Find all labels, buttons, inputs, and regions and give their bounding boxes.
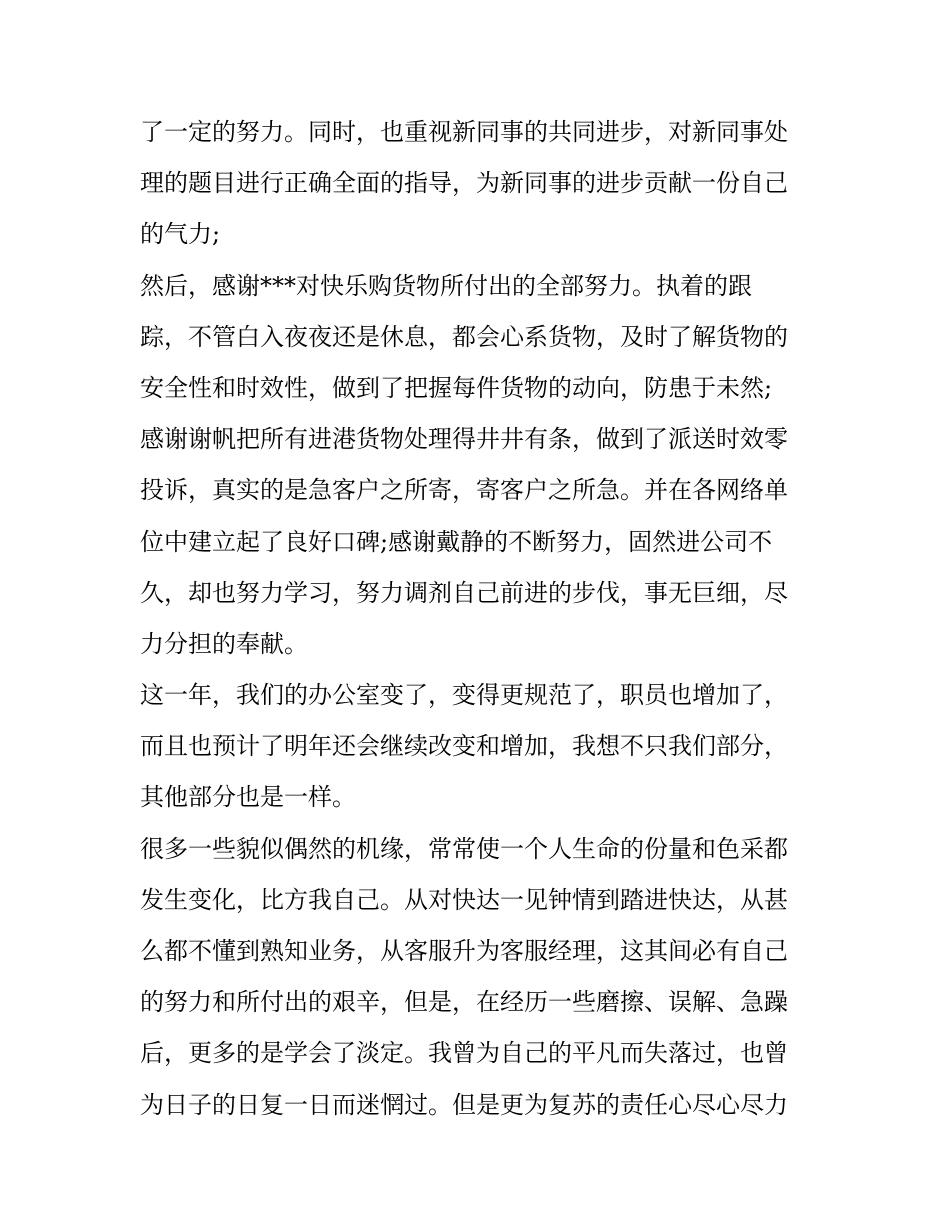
text-line: 投诉，真实的是急客户之所寄，寄客户之所急。并在各网络单	[140, 476, 788, 505]
text-line: 力分担的奉献。	[140, 629, 308, 658]
text-line: 踪，不管白入夜夜还是休息，都会心系货物，及时了解货物的	[140, 322, 788, 351]
text-line: 理的题目进行正确全面的指导，为新同事的进步贡献一份自己	[140, 169, 788, 198]
body-text	[140, 107, 830, 1131]
text-line: 位中建立起了良好口碑;感谢戴静的不断努力，固然进公司不	[140, 527, 773, 556]
text-line: 感谢谢帆把所有进港货物处理得井井有条，做到了派送时效零	[140, 425, 788, 454]
text-line: 这一年，我们的办公室变了，变得更规范了，职员也增加了，	[140, 681, 788, 710]
text-line: 安全性和时效性，做到了把握每件货物的动向，防患于未然;	[140, 373, 773, 402]
text-line: 了一定的努力。同时，也重视新同事的共同进步，对新同事处	[140, 118, 788, 146]
text-line: 的气力;	[140, 220, 221, 249]
text-line: 的努力和所付出的艰辛，但是，在经历一些磨擦、误解、急躁	[140, 988, 788, 1017]
text-line: 后，更多的是学会了淡定。我曾为自己的平凡而失落过，也曾	[140, 1039, 788, 1068]
text-line: 为日子的日复一日而迷惘过。但是更为复苏的责任心尽心尽力	[140, 1090, 788, 1119]
text-line: 发生变化，比方我自己。从对快达一见钟情到踏进快达，从甚	[140, 885, 788, 914]
text-line: 么都不懂到熟知业务，从客服升为客服经理，这其间必有自己	[140, 937, 788, 965]
text-line: 其他部分也是一样。	[140, 783, 356, 812]
text-line: 然后，感谢***对快乐购货物所付出的全部努力。执着的跟	[140, 271, 752, 300]
text-line: 很多一些貌似偶然的机缘，常常使一个人生命的份量和色采都	[140, 834, 788, 863]
text-line: 久，却也努力学习，努力调剂自己前进的步伐，事无巨细，尽	[140, 578, 788, 607]
text-line: 而且也预计了明年还会继续改变和增加，我想不只我们部分，	[140, 732, 788, 761]
